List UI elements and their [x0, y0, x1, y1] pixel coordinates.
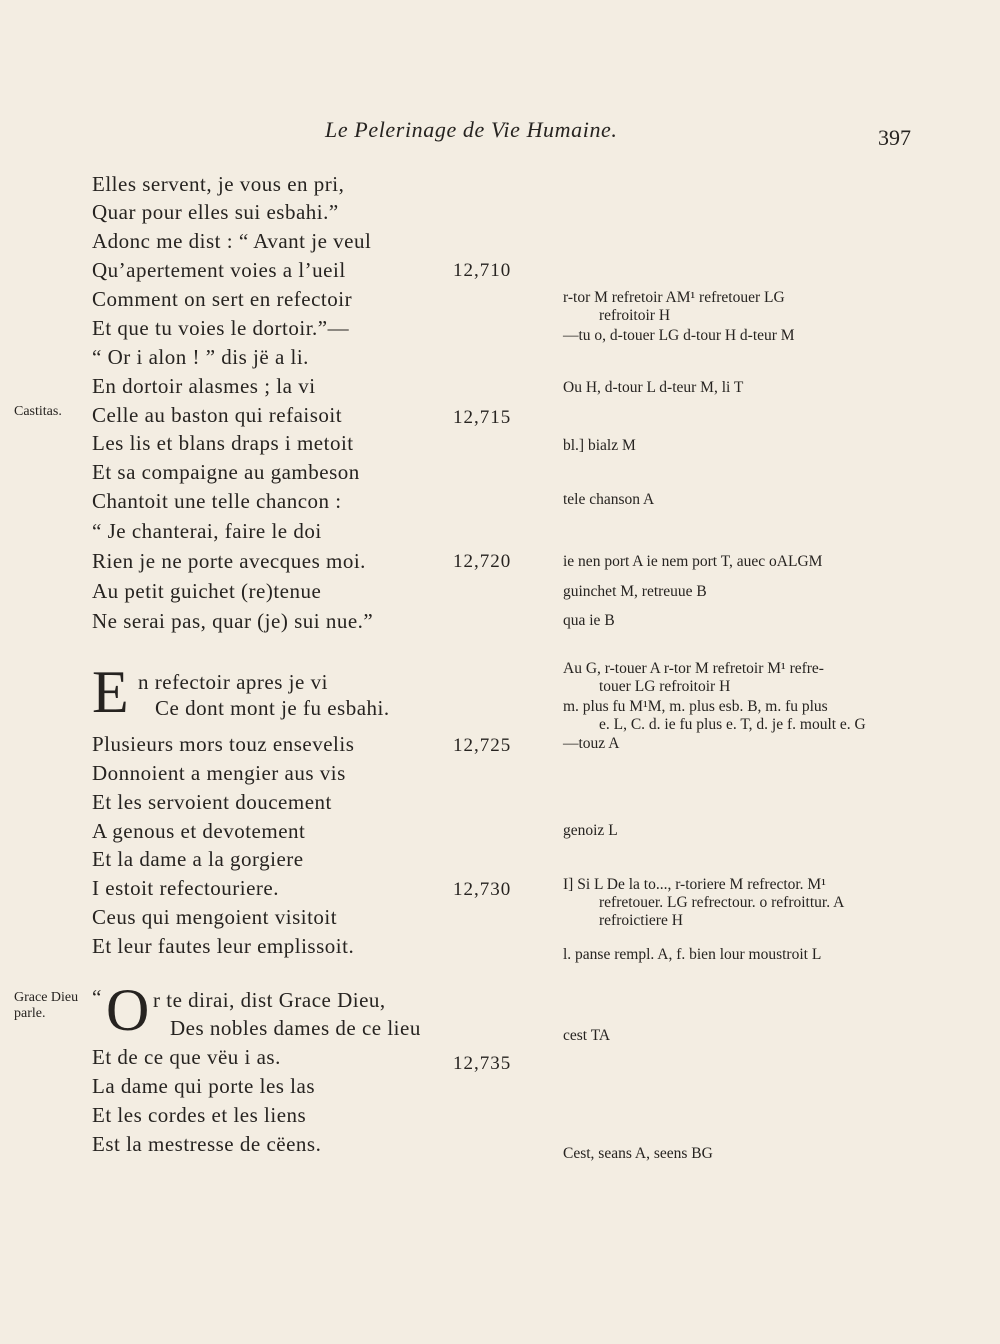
verse-line: Au petit guichet (re)tenue [92, 579, 322, 603]
verse-line: Quar pour elles sui esbahi.” [92, 200, 339, 224]
verse-line: Celle au baston qui refaisoit [92, 403, 343, 427]
verse-line: Et sa compaigne au gambeson [92, 460, 360, 484]
verse-line: Ce dont mont je fu esbahi. [155, 696, 390, 720]
margin-note-parle: parle. [14, 1006, 46, 1021]
variant-note [563, 553, 908, 571]
drop-cap-e: E [92, 659, 129, 725]
variant-note [563, 491, 908, 509]
variant-line: refroitoir H [599, 307, 671, 324]
variant-note [563, 822, 908, 840]
variant-line: cest TA [563, 1027, 611, 1044]
variant-note [563, 437, 908, 455]
verse-line: n refectoir apres je vi [138, 670, 328, 694]
variant-line: qua ie B [563, 612, 615, 629]
drop-cap-o: O [106, 977, 150, 1043]
verse-line: Plusieurs mors touz ensevelis [92, 732, 355, 756]
variant-note [563, 583, 908, 601]
verse-line: Et que tu voies le dortoir.”— [92, 316, 350, 340]
variant-note [563, 660, 908, 696]
verse-line: Les lis et blans draps i metoit [92, 431, 354, 455]
variant-note [563, 289, 908, 325]
line-number: 12,715 [453, 407, 512, 428]
verse-line: “ Je chanterai, faire le doi [92, 519, 322, 543]
variant-line: —tu o, d-touer LG d-tour H d-teur M [563, 327, 795, 344]
line-number: 12,720 [453, 551, 512, 572]
verse-line: Et les cordes et les liens [92, 1103, 307, 1127]
verse-line: Qu’apertement voies a l’ueil [92, 258, 346, 282]
variant-note [563, 1027, 908, 1045]
verse-line: Est la mestresse de cëens. [92, 1132, 322, 1156]
verse-line: Ceus qui mengoient visitoit [92, 905, 338, 929]
verse-line: A genous et devotement [92, 819, 306, 843]
variant-line: —touz A [563, 735, 620, 752]
line-number: 12,725 [453, 735, 512, 756]
variant-note [563, 876, 908, 930]
variant-line: m. plus fu M¹M, m. plus esb. B, m. fu plus [563, 698, 828, 715]
variant-line: touer LG refroitoir H [599, 678, 731, 695]
variant-line: l. panse rempl. A, f. bien lour moustroit L [563, 946, 822, 963]
verse-line: Adonc me dist : “ Avant je veul [92, 229, 372, 253]
verse-line: Donnoient a mengier aus vis [92, 761, 346, 785]
margin-note-grace-dieu: Grace Dieu [14, 990, 79, 1005]
running-title: Le Pelerinage de Vie Humaine. [325, 117, 618, 142]
verse-line: Rien je ne porte avecques moi. [92, 549, 366, 573]
variant-note [563, 612, 908, 630]
variant-line: Ou H, d-tour L d-teur M, li T [563, 379, 744, 396]
variant-line: guinchet M, retreuue B [563, 583, 707, 600]
variant-note [563, 327, 908, 345]
variant-note [563, 735, 908, 753]
margin-note-castitas: Castitas. [14, 404, 62, 419]
open-quote: “ [92, 985, 102, 1009]
variant-note [563, 1145, 908, 1163]
line-number: 12,710 [453, 260, 512, 281]
variant-note [563, 698, 908, 734]
verse-line: Et la dame a la gorgiere [92, 847, 304, 871]
variant-line: refroictiere H [599, 912, 683, 929]
variant-note [563, 946, 908, 964]
verse-line: La dame qui porte les las [92, 1074, 316, 1098]
verse-line: Comment on sert en refectoir [92, 287, 353, 311]
line-number: 12,730 [453, 879, 512, 900]
verse-line: Et de ce que vëu i as. [92, 1045, 281, 1069]
variant-line: ie nen port A ie nem port T, auec oALGM [563, 553, 823, 570]
variant-line: r-tor M refretoir AM¹ refretouer LG [563, 289, 785, 306]
variant-line: I] Si L De la to..., r-toriere M refrector. M¹ [563, 876, 826, 893]
verse-line: Et les servoient doucement [92, 790, 332, 814]
verse-line: Et leur fautes leur emplissoit. [92, 934, 355, 958]
variant-line: bl.] bialz M [563, 437, 636, 454]
verse-line: En dortoir alasmes ; la vi [92, 374, 316, 398]
verse-line: “ Or i alon ! ” dis jë a li. [92, 345, 309, 369]
variant-line: Au G, r-touer A r-tor M refretoir M¹ refre- [563, 660, 824, 677]
variant-line: genoiz L [563, 822, 618, 839]
verse-line: Ne serai pas, quar (je) sui nue.” [92, 609, 374, 633]
verse-line: Elles servent, je vous en pri, [92, 172, 345, 196]
verse-line: Des nobles dames de ce lieu [170, 1016, 421, 1040]
variant-line: tele chanson A [563, 491, 655, 508]
page-number: 397 [878, 125, 911, 150]
variant-line: e. L, C. d. ie fu plus e. T, d. je f. moult e. G [599, 716, 866, 733]
line-number: 12,735 [453, 1053, 512, 1074]
verse-line: I estoit refectouriere. [92, 876, 279, 900]
variant-line: Cest, seans A, seens BG [563, 1145, 713, 1162]
variant-note [563, 379, 908, 397]
variant-line: refretouer. LG refrectour. o refroittur. A [599, 894, 845, 911]
verse-line: Chantoit une telle chancon : [92, 489, 342, 513]
verse-line: r te dirai, dist Grace Dieu, [153, 988, 386, 1012]
